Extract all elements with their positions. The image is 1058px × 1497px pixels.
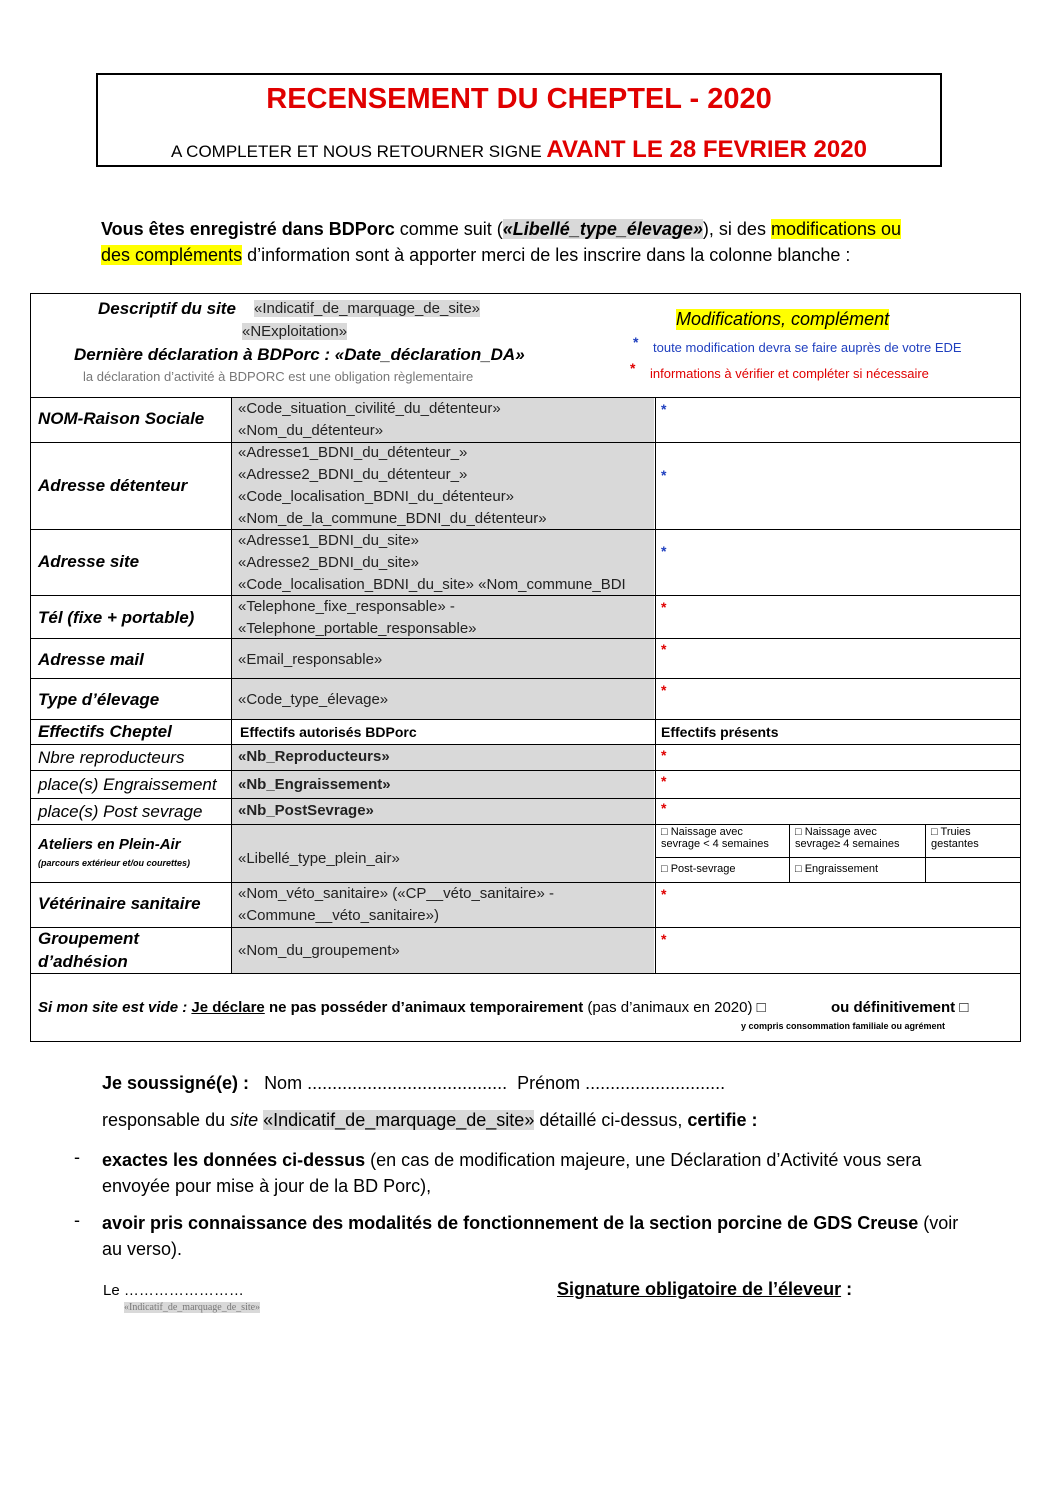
red-star-icon: * [661, 886, 667, 902]
opt2b-label: sevrage≥ 4 semaines [795, 838, 900, 850]
col-divider [655, 397, 656, 973]
field-post: «Nb_PostSevrage» [238, 802, 374, 819]
prenom-dots: Prénom ............................ [517, 1073, 726, 1093]
nom-dots: Nom ........................................ [264, 1073, 508, 1093]
subrow-divider [655, 857, 1021, 858]
vide-definitivement: ou définitivement □ [831, 999, 969, 1016]
row-divider [30, 678, 1021, 679]
field-adr-site-3: «Code_localisation_BDNI_du_site» «Nom_commune_BDI [238, 576, 626, 593]
label-adr-site: Adresse site [38, 552, 140, 571]
label-post: place(s) Post sevrage [38, 802, 203, 821]
site-vide-line [38, 999, 766, 1016]
checkbox-post-sevrage[interactable]: □ Post-sevrage [661, 863, 736, 875]
page-subtitle [96, 136, 942, 164]
field-adr-site-2: «Adresse2_BDNI_du_site» [238, 554, 419, 571]
label-repro: Nbre reproducteurs [38, 748, 185, 767]
field-adr-site-1: «Adresse1_BDNI_du_site» [238, 532, 419, 549]
intro-paragraph [101, 216, 957, 268]
field-groupement: «Nom_du_groupement» [238, 942, 400, 959]
col-divider [925, 824, 926, 882]
field-adr-det-3: «Code_localisation_BDNI_du_détenteur» [238, 488, 515, 505]
bullet-2 [102, 1210, 982, 1262]
legend-blue: toute modification devra se faire auprès de votre EDE [653, 340, 962, 355]
bullet-1 [102, 1147, 982, 1199]
red-star-icon: * [661, 800, 667, 816]
row-divider [30, 770, 1021, 771]
row-divider [30, 442, 1021, 443]
row-divider [30, 824, 1021, 825]
intro-field: «Libellé_type_élevage» [502, 219, 703, 239]
subtitle-deadline: AVANT LE 28 FEVRIER 2020 [546, 136, 867, 163]
derniere-declaration: Dernière déclaration à BDPorc : «Date_déclaration_DA» [74, 345, 525, 364]
signature-text: Signature obligatoire de l’éleveur [557, 1279, 842, 1299]
label-nom: NOM-Raison Sociale [38, 409, 205, 428]
checkbox-naissage-ge4[interactable] [795, 826, 899, 850]
field-veto-1: «Nom_véto_sanitaire» («CP__véto_sanitaire» - [238, 885, 555, 902]
intro-text1: comme suit ( [394, 219, 503, 239]
bullet-dash: - [74, 1147, 80, 1167]
indicatif-field: «Indicatif_de_marquage_de_site» [254, 300, 481, 317]
field-adr-det-1: «Adresse1_BDNI_du_détenteur_» [238, 444, 468, 461]
col-divider [231, 397, 232, 973]
signature-colon: : [841, 1279, 853, 1299]
label-groupement-2: d’adhésion [38, 952, 128, 971]
red-star-icon: * [661, 773, 667, 789]
modif-title: Modifications, complément [676, 309, 890, 329]
row-divider [30, 638, 1021, 639]
row-divider [30, 719, 1021, 720]
b2-text: (voir au verso). [102, 1213, 959, 1259]
vide-text2: (pas d’animaux en 2020) □ [583, 999, 766, 1016]
field-veto-2: «Commune__véto_sanitaire») [238, 907, 439, 924]
descriptif-label: Descriptif du site [98, 299, 236, 318]
field-adr-det-2: «Adresse2_BDNI_du_détenteur_» [238, 466, 468, 483]
blue-star-icon: * [661, 401, 667, 417]
red-star-icon: * [661, 682, 667, 698]
col-presents: Effectifs présents [661, 724, 779, 740]
red-star-icon: * [661, 747, 667, 763]
checkbox-engraissement[interactable]: □ Engraissement [795, 863, 879, 875]
intro-highlight2: des compléments [101, 245, 243, 265]
field-tel-1: «Telephone_fixe_responsable» - [238, 598, 455, 615]
red-star-icon: * [630, 360, 636, 376]
soussigne-line [102, 1073, 725, 1094]
field-repro: «Nb_Reproducteurs» [238, 748, 390, 765]
signature-label [557, 1279, 852, 1300]
b1-text: (en cas de modification majeure, une Déclaration d’Activité vous sera envoyée pour mise à jour de la BD Porc), [102, 1150, 922, 1196]
vide-note: y compris consommation familiale ou agrément [741, 1021, 946, 1031]
label-mail: Adresse mail [38, 650, 144, 669]
label-tel: Tél (fixe + portable) [38, 608, 195, 627]
vide-lead: Si mon site est vide : [38, 999, 188, 1016]
field-adr-det-4: «Nom_de_la_commune_BDNI_du_détenteur» [238, 510, 547, 527]
col-divider [789, 824, 790, 882]
b2-bold: avoir pris connaissance des modalités de fonctionnement de la section porcine de GDS Creuse [102, 1213, 919, 1233]
legend-red: informations à vérifier et compléter si nécessaire [650, 366, 929, 381]
intro-text3: d’information sont à apporter merci de les inscrire dans la colonne blanche : [242, 245, 851, 265]
intro-highlight1: modifications ou [770, 219, 902, 239]
soussigne-label: Je soussigné(e) : [102, 1073, 250, 1093]
resp-post: détaillé ci-dessus, [534, 1110, 688, 1130]
red-star-icon: * [661, 931, 667, 947]
row-divider [30, 744, 1021, 745]
vide-declare: Je déclare [191, 999, 265, 1016]
field-nom-1: «Code_situation_civilité_du_détenteur» [238, 400, 501, 417]
checkbox-truies[interactable] [931, 826, 979, 850]
date-line: Le …………………… [103, 1282, 244, 1299]
blue-star-icon: * [633, 334, 639, 350]
sublabel-plein-air: (parcours extérieur et/ou courettes) [38, 858, 191, 868]
label-groupement-1: Groupement [38, 929, 140, 948]
field-type: «Code_type_élevage» [238, 691, 389, 708]
label-type: Type d’élevage [38, 690, 160, 709]
blue-star-icon: * [661, 543, 667, 559]
certifie: certifie : [687, 1110, 758, 1130]
vide-text1: ne pas posséder d’animaux temporairement [264, 999, 584, 1016]
field-mail: «Email_responsable» [238, 651, 383, 668]
intro-bold: Vous êtes enregistré dans BDPorc [101, 219, 395, 239]
resp-site: site [230, 1110, 259, 1130]
opt2a-label: □ Naissage avec [795, 826, 877, 838]
label-adr-det: Adresse détenteur [38, 476, 188, 495]
row-divider [30, 973, 1021, 974]
page-title: RECENSEMENT DU CHEPTEL - 2020 [266, 83, 772, 115]
label-veto: Vétérinaire sanitaire [38, 894, 201, 913]
blue-star-icon: * [661, 467, 667, 483]
opt1b-label: sevrage < 4 semaines [661, 838, 769, 850]
label-plein-air: Ateliers en Plein-Air [38, 836, 181, 853]
field-engr: «Nb_Engraissement» [238, 776, 391, 793]
row-divider [30, 927, 1021, 928]
responsable-line [102, 1110, 757, 1131]
resp-pre: responsable du [102, 1110, 231, 1130]
opt1a-label: □ Naissage avec [661, 826, 743, 838]
checkbox-naissage-lt4[interactable] [661, 826, 769, 850]
obligation-note: la déclaration d’activité à BDPORC est une obligation règlementaire [83, 369, 474, 384]
red-star-icon: * [661, 641, 667, 657]
bullet-dash: - [74, 1210, 80, 1230]
intro-text2: ), si des [702, 219, 771, 239]
label-effectifs: Effectifs Cheptel [38, 722, 172, 741]
field-tel-2: «Telephone_portable_responsable» [238, 620, 477, 637]
field-nom-2: «Nom_du_détenteur» [238, 422, 384, 439]
exploitation-field: «NExploitation» [242, 323, 348, 340]
small-field: «Indicatif_de_marquage_de_site» [124, 1302, 261, 1313]
subtitle-text: A COMPLETER ET NOUS RETOURNER SIGNE [171, 142, 542, 161]
label-engr: place(s) Engraissement [38, 775, 217, 794]
resp-field: «Indicatif_de_marquage_de_site» [263, 1110, 535, 1130]
field-plein-air: «Libellé_type_plein_air» [238, 850, 400, 867]
row-divider [30, 798, 1021, 799]
opt3a-label: □ Truies [931, 826, 971, 838]
col-autorises: Effectifs autorisés BDPorc [240, 724, 417, 740]
opt3b-label: gestantes [931, 838, 979, 850]
b1-bold: exactes les données ci-dessus [102, 1150, 366, 1170]
red-star-icon: * [661, 599, 667, 615]
row-divider [30, 397, 1021, 398]
